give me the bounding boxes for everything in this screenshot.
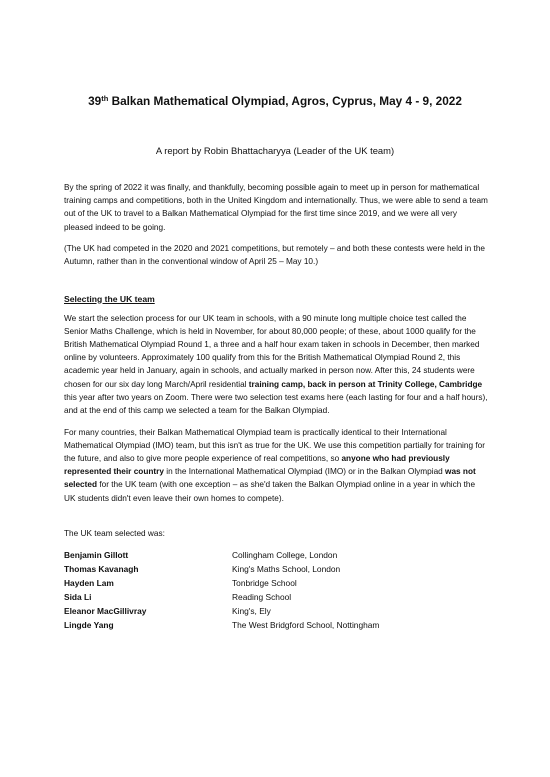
team-row [64, 548, 488, 562]
document-title: 39th Balkan Mathematical Olympiad, Agros, Cyprus, May 4 - 9, 2022 [88, 94, 462, 108]
team-member-name: Hayden Lam [64, 578, 114, 589]
team-row [64, 604, 488, 618]
paragraph-selection-policy: For many countries, their Balkan Mathematical Olympiad team is practically identical to their International Mathematical Olympiad (IMO) team, but this isn't as true for the UK. We use this competition partially for training for the future, and also to give more people experience of real competitions, so anyone who had previously represented their country in the International Mathematical Olympiad (IMO) or in the Balkan Olympiad was not selected for the UK team (with one exception – as she'd taken the Balkan Olympiad online in a year in which the UK students didn't even leave their own homes to compete). [64, 427, 485, 503]
team-intro: The UK team selected was: [64, 528, 165, 538]
team-member-name: Eleanor MacGillivray [64, 606, 147, 617]
document-subtitle: A report by Robin Bhattacharyya (Leader of the UK team) [155, 145, 395, 156]
paragraph-selection-process: We start the selection process for our UK team in schools, with a 90 minute long multiple choice test called the Senior Maths Challenge, which is held in November, for about 80,000 people; of these, about 1000 qualify for the British Mathematical Olympiad Round 1, a three and a half hour exam taken in schools in December, then marked online by volunteers. Approximately 100 qualify from this for the British Mathematical Olympiad Round 2, this academic year held in January, again in schools, and actually marked in person now. After this, 24 students were chosen for our six day long March/April residential training camp, back in person at Trinity College, Cambridge this year after two years on Zoom. There were two selection test exams here (each lasting for four and a half hours), and at the end of this camp we selected a team for the Balkan Olympiad. [64, 313, 488, 416]
team-row [64, 576, 488, 590]
team-member-school: King's Maths School, London [232, 564, 341, 575]
team-member-school: Reading School [232, 592, 292, 603]
team-member-school: The West Bridgford School, Nottingham [232, 620, 380, 631]
team-member-name: Benjamin Gillott [64, 550, 129, 561]
paragraph-intro: By the spring of 2022 it was finally, and thankfully, becoming possible again to meet up in person for mathematical training camps and competitions, both in the United Kingdom and internationally. Thus, we were able to send a team out of the UK to travel to a Balkan Mathematical Olympiad for the first time since 2019, and we were all very pleased indeed to be going. [64, 183, 488, 232]
team-row [64, 562, 488, 576]
document-body [64, 181, 488, 632]
team-member-school: Tonbridge School [232, 578, 297, 589]
team-member-name: Sida Li [64, 592, 92, 603]
team-member-school: King's, Ely [232, 606, 271, 617]
team-member-school: Collingham College, London [232, 550, 338, 561]
team-row [64, 618, 488, 632]
team-row [64, 590, 488, 604]
paragraph-remote-note: (The UK had competed in the 2020 and 2021 competitions, but remotely – and both these contests were held in the Autumn, rather than in the conventional window of April 25 – May 10.) [64, 244, 486, 267]
team-list [64, 548, 488, 632]
team-member-name: Lingde Yang [64, 620, 114, 631]
team-member-name: Thomas Kavanagh [64, 564, 139, 575]
section-heading: Selecting the UK team [64, 293, 155, 304]
